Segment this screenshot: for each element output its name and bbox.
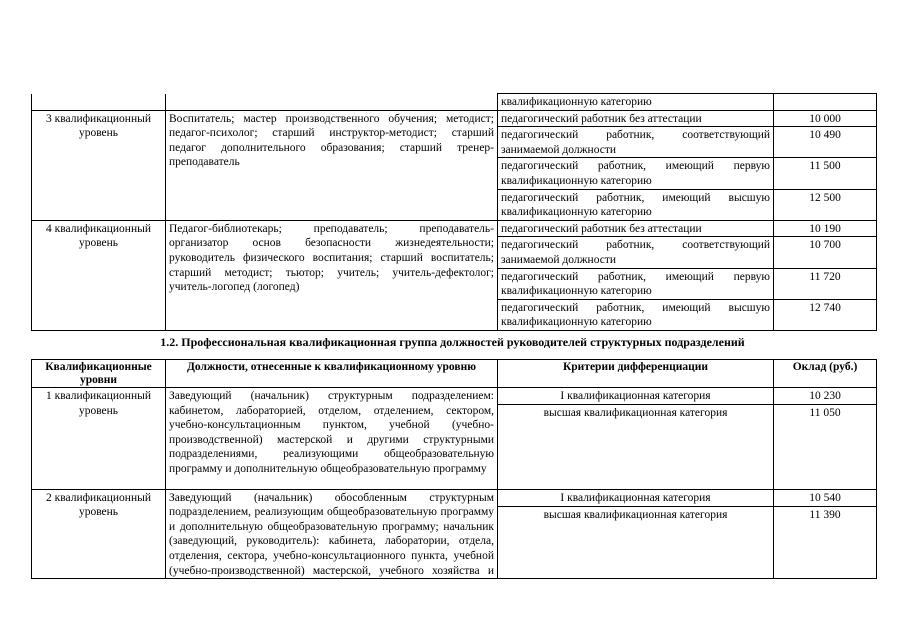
- positions-cell: Заведующий (начальник) обособленным структурным подразделением, реализующим общеобразовательную программу и дополнительную общеобразовательную программу; начальник (заведующий, руководитель): кабинета, лаборатории, отдела, отделения, сектора, учебно-консультационного пункта, учебной (учебно-производственной) мастерской, учебного хозяйства и: [166, 489, 498, 579]
- criterion-cell: педагогический работник, имеющий первую квалификационную категорию: [498, 268, 774, 299]
- salary-cell: 12 740: [774, 299, 877, 330]
- salary-cell: 11 390: [774, 507, 877, 579]
- criterion-cell: педагогический работник, имеющий высшую квалификационную категорию: [498, 189, 774, 220]
- salary-cell: 10 700: [774, 237, 877, 268]
- table-row: [32, 489, 877, 507]
- positions-cell: Заведующий (начальник) структурным подразделением: кабинетом, лабораторией, отделом, отделением, сектором, учебно-консультационным пунктом, учебной (учебно-производственной) мастерской и другими структурными подразделениями, реализующими общеобразовательную программу и дополнительную общеобразовательную программу: [166, 388, 498, 490]
- level-cell: 4 квалификационный уровень: [32, 220, 166, 330]
- criterion-cell: I квалификационная категория: [498, 489, 774, 507]
- criterion-cell: I квалификационная категория: [498, 388, 774, 405]
- criterion-cell: высшая квалификационная категория: [498, 404, 774, 489]
- header-criteria: Критерии дифференциации: [498, 360, 774, 388]
- section-title: 1.2. Профессиональная квалификационная группа должностей руководителей структурных подразделений: [160, 335, 745, 349]
- criterion-cell: педагогический работник, соответствующий занимаемой должности: [498, 127, 774, 158]
- header-level: Квалификационные уровни: [32, 360, 166, 388]
- salary-cell: 11 500: [774, 158, 877, 189]
- header-salary: Оклад (руб.): [774, 360, 877, 388]
- salary-cell: 11 050: [774, 404, 877, 489]
- level-cell: 1 квалификационный уровень: [32, 388, 166, 490]
- criterion-cell: педагогический работник без аттестации: [498, 220, 774, 237]
- salary-cell: 10 190: [774, 220, 877, 237]
- level-cell: 3 квалификационный уровень: [32, 110, 166, 220]
- salary-cell: 11 720: [774, 268, 877, 299]
- table-row: [32, 388, 877, 405]
- qualification-table-continued: [31, 93, 877, 331]
- salary-cell: 12 500: [774, 189, 877, 220]
- positions-cell: Педагог-библиотекарь; преподаватель; преподаватель-организатор основ безопасности жизнедеятельности; руководитель физического воспитания; старший воспитатель; старший методист; тьютор; учитель; учитель-дефектолог; учитель-логопед (логопед): [166, 220, 498, 330]
- positions-cell: Воспитатель; мастер производственного обучения; методист; педагог-психолог; старший инструктор-методист; старший педагог дополнительного образования; старший тренер-преподаватель: [166, 110, 498, 220]
- table-row: [32, 220, 877, 237]
- table-header-row: [32, 360, 877, 388]
- managers-qualification-table: [31, 359, 877, 579]
- salary-cell: [774, 94, 877, 111]
- table-row: [32, 110, 877, 127]
- criterion-cell: педагогический работник, имеющий первую квалификационную категорию: [498, 158, 774, 189]
- criterion-cell: педагогический работник, соответствующий занимаемой должности: [498, 237, 774, 268]
- salary-cell: 10 490: [774, 127, 877, 158]
- table-row: [32, 94, 877, 111]
- criterion-cell: квалификационную категорию: [498, 94, 774, 111]
- header-positions: Должности, отнесенные к квалификационному уровню: [166, 360, 498, 388]
- criterion-cell: педагогический работник, имеющий высшую квалификационную категорию: [498, 299, 774, 330]
- positions-cell: [166, 94, 498, 111]
- salary-cell: 10 000: [774, 110, 877, 127]
- salary-cell: 10 230: [774, 388, 877, 405]
- level-cell: 2 квалификационный уровень: [32, 489, 166, 579]
- criterion-cell: педагогический работник без аттестации: [498, 110, 774, 127]
- salary-cell: 10 540: [774, 489, 877, 507]
- criterion-cell: высшая квалификационная категория: [498, 507, 774, 579]
- level-cell: [32, 94, 166, 111]
